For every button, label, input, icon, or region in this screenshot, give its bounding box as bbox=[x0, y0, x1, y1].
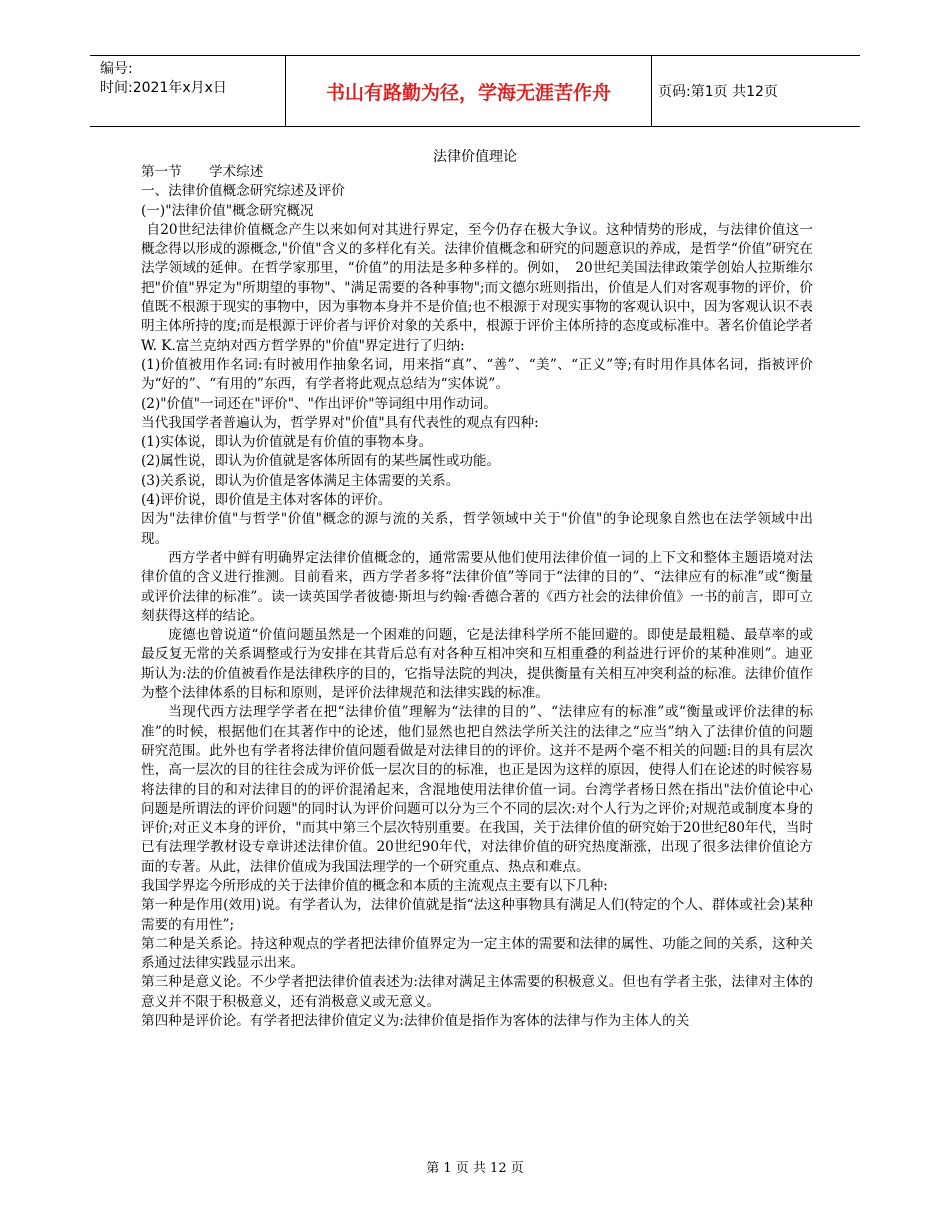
serial-label: 编号: bbox=[100, 61, 133, 77]
page-header bbox=[90, 55, 860, 127]
body-paragraph: (4)评价说，即价值是主体对客体的评价。 bbox=[141, 492, 392, 509]
body-paragraph: 当代我国学者普遍认为，哲学界对"价值"具有代表性的观点有四种: bbox=[141, 414, 539, 431]
page-footer: 第 1 页 共 12 页 bbox=[426, 1161, 524, 1176]
body-paragraph: (1)实体说，即认为价值就是有价值的事物本身。 bbox=[141, 434, 433, 451]
body-paragraph: 因为"法律价值"与哲学"价值"概念的源与流的关系，哲学领域中关于"价值"的争论现象自然也在法学领域中出现。 bbox=[141, 511, 813, 547]
body-paragraph: 第一节 学术综述 bbox=[141, 164, 264, 180]
body-paragraph: 第一种是作用(效用)说。有学者认为，法律价值就是指“法这种事物具有满足人们(特定的个人、群体或社会)某种需要的有用性”; bbox=[141, 897, 813, 933]
document-body bbox=[141, 163, 813, 1031]
body-paragraph: 当现代西方法理学学者在把“法律价值”理解为“法律的目的”、“法律应有的标准”或“衡量或评价法律的标准”的时候，根据他们在其著作中的论述，他们显然也把自然法学所关注的法律之“应当”纳入了法律价值的问题研究范围。此外也有学者将法律价值问题看做是对法律目的的评价。这并不是两个毫不相关的问题:目的具有层次性，高一层次的目的往往会成为评价低一层次目的的标准，也正是因为这样的原因，使得人们在论述的时候容易将法律的目的和对法律目的的评价混淆起来，含混地使用法律价值一词。台湾学者杨日然在指出"法价值论中心问题是所谓法的评价问题"的同时认为评价问题可以分为三个不同的层次:对个人行为之评价;对规范或制度本身的评价;对正义本身的评价，"而其中第三个层次特别重要。在我国，关于法律价值的研究始于20世纪80年代，当时已有法理学教材设专章讲述法律价值。20世纪90年代，对法律价值的研究热度渐涨，出现了很多法律价值论方面的专著。从此，法律价值成为我国法理学的一个研究重点、热点和难点。 bbox=[141, 704, 813, 875]
body-paragraph: (2)"价值"一词还在"评价"、"作出评价"等词组中用作动词。 bbox=[141, 395, 497, 412]
body-paragraph: 一、法律价值概念研究综述及评价 bbox=[141, 183, 345, 200]
body-paragraph: 自20世纪法律价值概念产生以来如何对其进行界定，至今仍存在极大争议。这种情势的形成，与法律价值这一概念得以形成的源概念,"价值"含义的多样化有关。法律价值概念和研究的问题意识的养成，是哲学“价值”研究在法学领域的延伸。在哲学家那里，“价值”的用法是多种多样的。例如， 20世纪美国法律政策学创始人拉斯维尔把"价值"界定为"所期望的事物"、"满足需要的各种事物";而文德尔班则指出，价值是人们对客观事物的评价，价值既不根源于现实的事物中，因为事物本身并不是价值;也不根源于对现实事物的客观认识中，因为客观认识不表明主体所持的度;而是根源于评价者与评价对象的关系中，根源于评价主体所持的态度或标准中。著名价值论学者W. K.富兰克纳对西方哲学界的"价值"界定进行了归纳: bbox=[141, 221, 813, 354]
body-paragraph: 庞德也曾说道“价值问题虽然是一个困难的问题，它是法律科学所不能回避的。即使是最粗糙、最草率的或最反复无常的关系调整或行为安排在其背后总有对各种互相冲突和互相重叠的利益进行评价的某种准则”。迪亚斯认为:法的价值被看作是法律秩序的目的，它指导法院的判决，提供衡量有关相互冲突利益的标准。法律价值作为整个法律体系的目标和原则，是评价法律规范和法律实践的标准。 bbox=[141, 627, 813, 702]
body-paragraph: 西方学者中鲜有明确界定法律价值概念的，通常需要从他们使用法律价值一词的上下文和整体主题语境对法律价值的含义进行推测。目前看来，西方学者多将“法律价值”等同于“法律的目的”、“法律应有的标准”或“衡量或评价法律的标准”。读一读英国学者彼德·斯坦与约翰·香德合著的《西方社会的法律价值》一书的前言，即可立刻获得这样的结论。 bbox=[141, 549, 813, 624]
header-motto: 书山有路勤为径，学海无涯苦作舟 bbox=[285, 56, 652, 126]
body-paragraph: (一)"法律价值"概念研究概况 bbox=[141, 202, 314, 219]
body-paragraph: 第四种是评价论。有学者把法律价值定义为:法律价值是指作为客体的法律与作为主体人的关 bbox=[141, 1013, 690, 1030]
body-paragraph: (1)价值被用作名词:有时被用作抽象名词，用来指“真”、“善”、“美”、“正义”等;有时用作具体名词，指被评价为“好的”、“有用的”东西，有学者将此观点总结为“实体说”。 bbox=[141, 356, 813, 393]
body-paragraph: 第二种是关系论。持这种观点的学者把法律价值界定为一定主体的需要和法律的属性、功能之间的关系，这种关系通过法律实践显示出来。 bbox=[141, 935, 813, 972]
document-title: 法律价值理论 bbox=[433, 149, 517, 165]
body-paragraph: (2)属性说，即认为价值就是客体所固有的某些属性或功能。 bbox=[141, 453, 501, 470]
body-paragraph: (3)关系说，即认为价值是客体满足主体需要的关系。 bbox=[141, 472, 460, 489]
header-meta bbox=[90, 56, 285, 126]
header-page-label: 页码:第1页 共12页 bbox=[658, 84, 778, 100]
date-label: 时间:2021年x月x日 bbox=[100, 80, 227, 96]
body-paragraph: 我国学界迄今所形成的关于法律价值的概念和本质的主流观点主要有以下几种: bbox=[141, 877, 608, 894]
body-paragraph: 第三种是意义论。不少学者把法律价值表述为:法律对满足主体需要的积极意义。但也有学者主张，法律对主体的意义并不限于积极意义，还有消极意义或无意义。 bbox=[141, 974, 813, 1010]
